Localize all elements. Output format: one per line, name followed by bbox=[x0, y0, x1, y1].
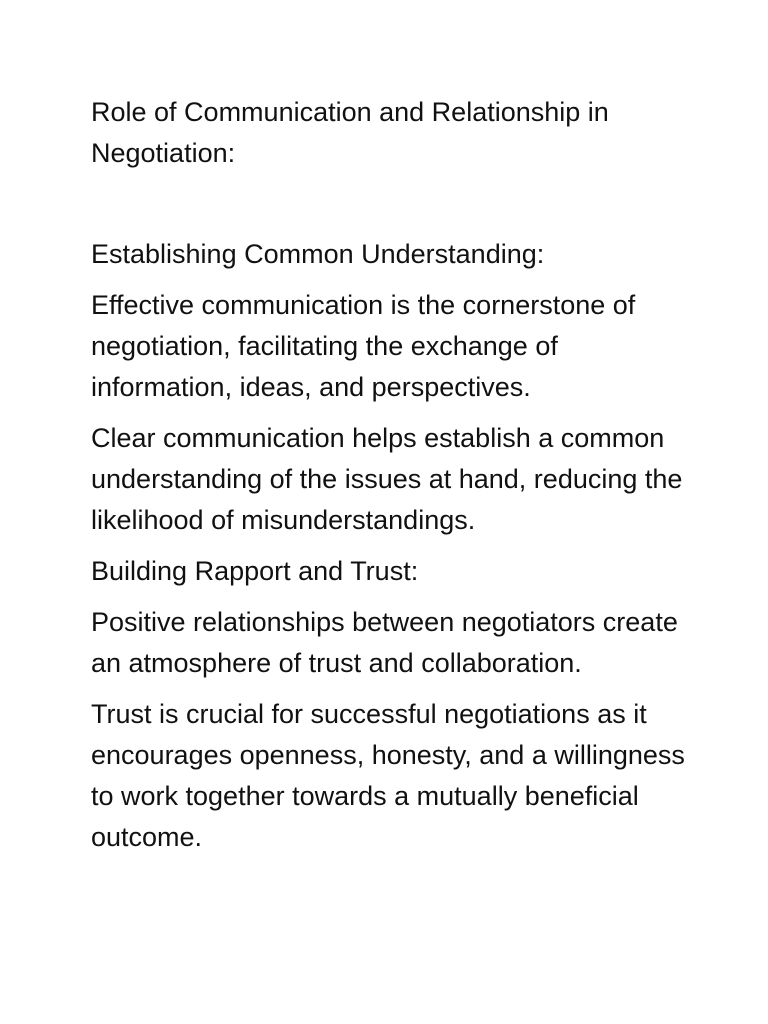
paragraph: Trust is crucial for successful negotiations as it encourages openness, honesty, and a willingness to work together towards a mutually beneficial outcome. bbox=[91, 699, 685, 852]
section-heading: Establishing Common Understanding: bbox=[91, 239, 545, 269]
paragraph: Clear communication helps establish a common understanding of the issues at hand, reducing the likelihood of misunderstandings. bbox=[91, 423, 683, 535]
document-title: Role of Communication and Relationship in Negotiation: bbox=[91, 97, 609, 168]
section-heading: Building Rapport and Trust: bbox=[91, 556, 419, 586]
paragraph: Positive relationships between negotiators create an atmosphere of trust and collaboration. bbox=[91, 607, 678, 678]
document-body bbox=[91, 92, 691, 868]
paragraph: Effective communication is the cornerstone of negotiation, facilitating the exchange of information, ideas, and perspectives. bbox=[91, 290, 636, 402]
